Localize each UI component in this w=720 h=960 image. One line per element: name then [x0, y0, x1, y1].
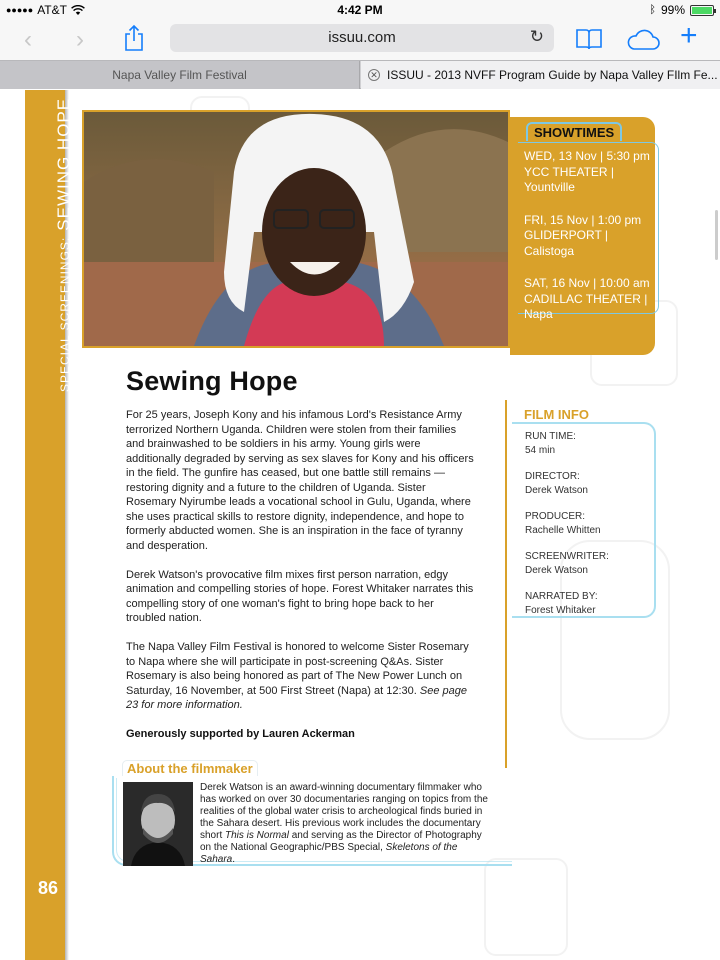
- page-reference: See page 23 for more information.: [126, 684, 467, 711]
- showtime-date: FRI, 15 Nov | 1:00 pm: [524, 212, 642, 227]
- magazine-page[interactable]: [0, 90, 720, 960]
- bio-film-title: This is Normal: [225, 830, 289, 841]
- film-info-item: [525, 590, 655, 617]
- address-bar[interactable]: [170, 24, 554, 52]
- film-info-title: FILM INFO: [524, 407, 589, 422]
- film-info-value: Derek Watson: [525, 564, 588, 576]
- back-icon[interactable]: ‹: [24, 26, 32, 53]
- status-bar: [0, 0, 720, 20]
- film-info-value: Rachelle Whitten: [525, 524, 601, 536]
- bio-text: and serving as the Director of Photography on the National Geographic/PBS Special,: [200, 830, 482, 853]
- film-info-label: RUN TIME:: [525, 431, 576, 442]
- share-icon[interactable]: [122, 24, 146, 52]
- film-info-label: NARRATED BY:: [525, 591, 598, 602]
- showtime-city: Yountville: [524, 180, 575, 194]
- film-info-value: Derek Watson: [525, 484, 588, 496]
- bio-film-title: Skeletons of the Sahara: [200, 842, 458, 865]
- film-info-label: DIRECTOR:: [525, 471, 580, 482]
- battery-icon: [690, 5, 714, 16]
- section-title: SEWING HOPE: [54, 97, 73, 231]
- film-info-label: SCREENWRITER:: [525, 551, 609, 562]
- tab-bar: [0, 60, 720, 89]
- decorative-outline: [484, 858, 568, 956]
- battery-percent: 99%: [660, 3, 685, 17]
- article-paragraph: For 25 years, Joseph Kony and his infamous Lord's Resistance Army terrorized Northern Uganda. Children were stolen from their families and brainwashed to be soldiers in his army. Young girls were additionally degraded by serving as sex slaves for Kony and his officers in the field. The gunfire has ceased, but one battle still remains — restoring dignity and a future to the children of Uganda. Sister Rosemary Nyirumbe leads a vocational school in Gulu, Uganda, where she uses practical skills to restore dignity, independence, and hope to formerly abducted women. She is an inspiration in the face of tyranny and desperation.: [126, 409, 474, 552]
- hero-photo-sister-rosemary: [82, 110, 510, 348]
- tab-issuu-program-guide[interactable]: [361, 61, 720, 89]
- portrait-illustration: [84, 112, 508, 346]
- tab-title: ISSUU - 2013 NVFF Program Guide by Napa Valley FIlm Fe...: [387, 68, 718, 82]
- forward-icon[interactable]: ›: [76, 26, 84, 53]
- new-tab-icon[interactable]: +: [680, 19, 698, 52]
- article-title: Sewing Hope: [126, 366, 298, 396]
- browser-toolbar: [0, 20, 720, 60]
- sponsor-credit: Generously supported by Lauren Ackerman: [126, 728, 355, 740]
- bio-text: Derek Watson is an award-winning documentary filmmaker who has worked on over 30 documentaries ranging on topics from the realities of the global water crisis to archeological finds buried in the Sahara desert. His previous work includes the documentary short: [200, 782, 488, 841]
- showtime-date: SAT, 16 Nov | 10:00 am: [524, 276, 650, 290]
- article-paragraph: [126, 640, 476, 713]
- page-number: 86: [38, 878, 59, 898]
- article-text: The Napa Valley Film Festival is honored to welcome Sister Rosemary to Napa where she will participate in post-screening Q&As. Sister Rosemary is also being honored as part of The New Power Lunch on Saturday, 16 November, at 500 First Street (Napa) at 12:30.: [126, 641, 469, 697]
- film-info-value: Forest Whitaker: [525, 604, 596, 616]
- film-info-list: [525, 430, 655, 630]
- film-info-value: 54 min: [525, 444, 556, 456]
- vertical-section-title: [54, 98, 74, 392]
- showtime-item: [524, 276, 652, 323]
- url-text: issuu.com: [328, 29, 396, 46]
- showtime-date: WED, 13 Nov | 5:30 pm: [524, 149, 650, 163]
- film-info-item: [525, 510, 655, 537]
- showtime-item: [524, 213, 652, 260]
- tab-napa-valley-film-festival[interactable]: [0, 61, 360, 89]
- film-info-item: [525, 550, 655, 577]
- showtime-item: [524, 149, 652, 196]
- filmmaker-title: About the filmmaker: [122, 760, 258, 776]
- bookmarks-icon[interactable]: [576, 27, 602, 51]
- page-margin: [0, 90, 25, 960]
- tab-title: Napa Valley Film Festival: [112, 68, 247, 82]
- showtime-venue: GLIDERPORT | Calistoga: [524, 228, 609, 258]
- reload-icon[interactable]: ↻: [529, 27, 544, 46]
- section-label: SPECIAL SCREENINGS:: [58, 236, 72, 392]
- carrier-label: AT&T: [37, 3, 67, 17]
- icloud-tabs-icon[interactable]: [626, 29, 660, 51]
- bio-text: .: [232, 854, 236, 865]
- showtimes-title: SHOWTIMES: [526, 122, 622, 141]
- signal-strength-icon: ●●●●●: [6, 5, 34, 15]
- battery-fill: [692, 7, 712, 14]
- showtimes-panel: [510, 117, 655, 355]
- close-tab-icon[interactable]: ✕: [368, 69, 380, 81]
- filmmaker-portrait-illustration: [123, 782, 193, 866]
- film-info-item: [525, 470, 655, 497]
- column-divider: [505, 400, 507, 768]
- showtimes-list: [524, 149, 652, 340]
- showtime-venue: YCC THEATER |: [524, 164, 615, 179]
- clock: 4:42 PM: [337, 3, 383, 17]
- scroll-indicator[interactable]: [715, 210, 718, 260]
- film-info-item: [525, 430, 655, 457]
- bluetooth-icon: ᛒ: [649, 4, 656, 16]
- filmmaker-photo: [123, 782, 193, 866]
- showtime-city: Napa: [524, 307, 553, 321]
- article-paragraph: Derek Watson's provocative film mixes first person narration, edgy animation and compelling stories of hope. Forest Whitaker narrates this compelling story of one woman's fight to bring hope back to her troubled nation.: [126, 568, 474, 624]
- showtime-venue: CADILLAC THEATER |: [524, 291, 648, 306]
- film-info-label: PRODUCER:: [525, 511, 586, 522]
- filmmaker-bio: [200, 782, 495, 866]
- article-body: [126, 408, 476, 756]
